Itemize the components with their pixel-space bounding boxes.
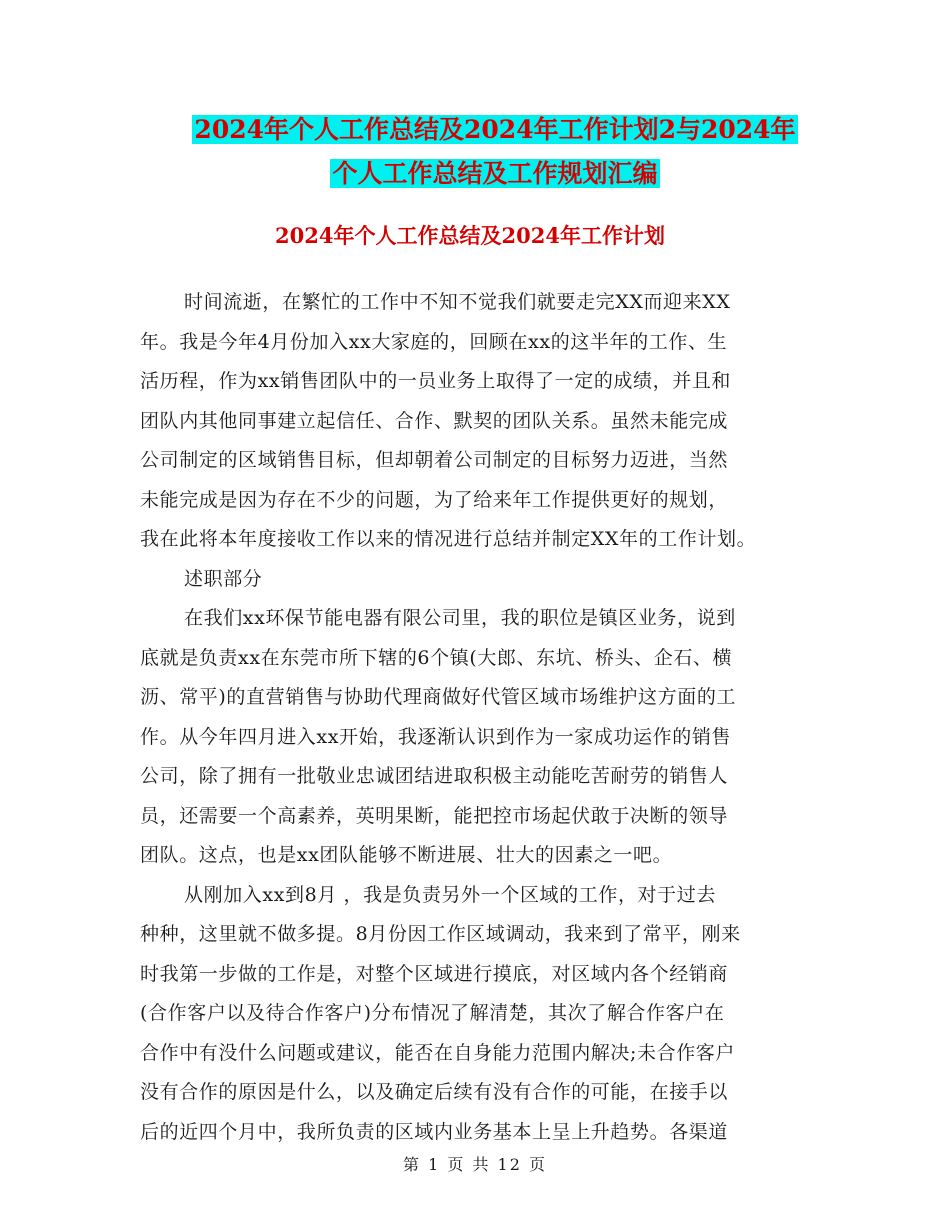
paragraph-line: 未能完成是因为存在不少的问题，为了给来年工作提供更好的规划，	[140, 488, 729, 511]
paragraph-line: 时间流逝，在繁忙的工作中不知不觉我们就要走完XX而迎来XX	[184, 291, 731, 313]
page-number-footer: 第 1 页 共 12 页	[403, 1155, 547, 1174]
paragraph-line: 团队。这点，也是xx团队能够不断进展、壮大的因素之一吧。	[140, 844, 673, 866]
paragraph-line: 沥、常平)的直营销售与协助代理商做好代管区域市场维护这方面的工	[140, 686, 737, 708]
paragraph-line: 合作中有没什么问题或建议，能否在自身能力范围内解决;未合作客户	[140, 1041, 736, 1064]
paragraph-line: 公司，除了拥有一批敬业忠诚团结进取积极主动能吃苦耐劳的销售人	[140, 765, 729, 787]
paragraph-line: 活历程，作为xx销售团队中的一员业务上取得了一定的成绩，并且和	[140, 370, 732, 392]
paragraph-line: 我在此将本年度接收工作以来的情况进行总结并制定XX年的工作计划。	[140, 528, 757, 550]
paragraph-line: 作。从今年四月进入xx开始，我逐渐认识到作为一家成功运作的销售	[140, 725, 732, 748]
paragraph-line: 在我们xx环保节能电器有限公司里，我的职位是镇区业务，说到	[184, 607, 736, 629]
paragraph-line: 后的近四个月中，我所负责的区域内业务基本上呈上升趋势。各渠道	[140, 1120, 729, 1143]
section-heading-line: 述职部分	[184, 567, 263, 590]
section-title: 2024年个人工作总结及2024年工作计划	[275, 223, 665, 248]
paragraph-line: 时我第一步做的工作是，对整个区域进行摸底，对区域内各个经销商	[140, 962, 729, 985]
title-highlight: 个人工作总结及工作规划汇编	[332, 159, 658, 188]
paragraph-line: 种种，这里就不做多提。8月份因工作区域调动，我来到了常平，刚来	[140, 923, 741, 945]
paragraph-line: 团队内其他同事建立起信任、合作、默契的团队关系。虽然未能完成	[140, 409, 729, 432]
paragraph-line: 员，还需要一个高素养，英明果断，能把控市场起伏敢于决断的领导	[140, 804, 729, 827]
paragraph-line: (合作客户以及待合作客户)分布情况了解清楚，其次了解合作客户在	[140, 1002, 725, 1024]
paragraph-line: 从刚加入xx到8月 ，我是负责另外一个区域的工作，对于过去	[184, 883, 716, 906]
paragraph-line: 公司制定的区域销售目标，但却朝着公司制定的目标努力迈进，当然	[140, 449, 729, 471]
document-title-line-2	[120, 151, 870, 197]
paragraph-line: 底就是负责xx在东莞市所下辖的6个镇(大郎、东坑、桥头、企石、横	[140, 646, 733, 669]
paragraph-line: 年。我是今年4月份加入xx大家庭的，回顾在xx的这半年的工作、生	[140, 330, 728, 353]
body-text	[140, 283, 830, 1152]
title-highlight: 2024年个人工作总结及2024年工作计划2与2024年	[194, 115, 796, 144]
paragraph-line: 没有合作的原因是什么，以及确定后续有没有合作的可能，在接手以	[140, 1081, 729, 1103]
document-title-line-1	[120, 107, 870, 153]
